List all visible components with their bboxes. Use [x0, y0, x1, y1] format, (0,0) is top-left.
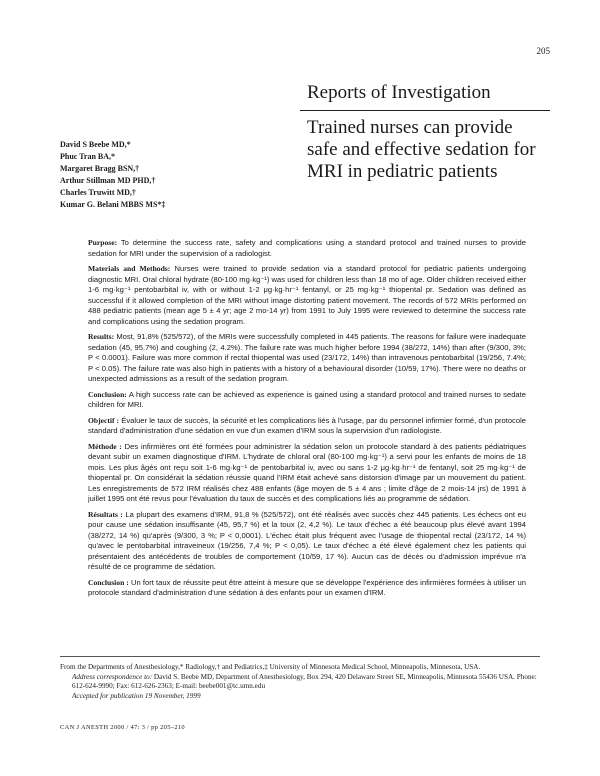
correspondence-note — [60, 673, 540, 692]
page-number: 205 — [536, 46, 550, 56]
purpose-label: Purpose: — [88, 238, 118, 247]
article-title: Trained nurses can provide safe and effective sedation for MRI in pediatric patients — [307, 117, 536, 182]
methode-text: Des infirmières ont été formées pour administrer la sédation selon un protocole standard à des patients pédiatriques devant subir un examen diagnostique d'IRM. L'hydrate de chloral oral (80-100 mg·kg⁻¹) a servi pour les enfants de moins de 18 mois. Les plus âgés ont reçu soit 1-6 mg·kg⁻¹ de pentobarbital iv, avec ou sans 1-2 μg·kg·hr⁻¹ de fentanyl, soit 25 mg·kg⁻¹ de thiopental pr. On considérait la sédation réussie quand l'IRM était achevé sans distorsion d'image par un mouvement du patient. Les enregistrements de 572 IRM réalisés chez 488 enfants (âge moyen de 5 ± 4 ans ; limite d'âge de 2 mois-14 jrs) de 1991 à juillet 1995 ont été revus pour l'évaluation du taux de succès et des complications liés au programme de sédation. — [88, 441, 527, 503]
author: Arthur Stillman MD PHD,† — [60, 176, 156, 185]
section-rule — [300, 110, 550, 111]
correspondence-label: Address correspondence to: — [72, 672, 153, 681]
conclusion-fr-text: Un fort taux de réussite peut être atteint à mesure que se développe l'expérience des infirmières formées à utiliser un protocole standard d'administration d'une sédation à des enfants pour un examen d'IRM. — [88, 577, 526, 597]
abstract-purpose — [88, 238, 526, 259]
conclusion-text: A high success rate can be achieved as experience is gained using a standard protocol and trained nurses to sedate children for MRI. — [88, 389, 526, 409]
section-heading: Reports of Investigation — [307, 82, 491, 103]
methods-text: Nurses were trained to provide sedation via a standard protocol for pediatric patients undergoing diagnostic MRI. Oral chloral hydrate (80-100 mg·kg⁻¹) was used for children less than 18 mo of age. Older children received either 1-6 mg·kg⁻¹ pentobarbital iv, with or without 1-2 μg·kg·hr⁻¹ fentanyl, or 25 mg·kg⁻¹ thiopental pr. Sedation was defined as successful if it allowed completion of the MRI without image distorting patient movement. The records of 572 MRIs performed on 488 pediatric patients (mean age 5 ± 4 yr; age 2 mo-14 yr) from 1991 to July 1995 were reviewed to determine the success rate and complications using the sedation program. — [88, 264, 526, 326]
author-list — [60, 139, 260, 211]
journal-citation: CAN J ANESTH 2000 / 47: 3 / pp 205–210 — [60, 724, 185, 731]
resume-resultats — [88, 510, 526, 573]
resume-methode — [88, 442, 526, 505]
abstract-conclusion — [88, 390, 526, 411]
resultats-text: La plupart des examens d'IRM, 91,8 % (525/572), ont été réalisés avec succès chez 445 patients. Les échecs ont eu pour cause une sédation insuffisante (45, 95,7 %) et la toux (2, 4,2 %). Le taux d'échec a été beaucoup plus élevé avant 1994 (38/272, 14 %) qu'après (9/300, 3 %; P < 0,0001). L'échec était plus fréquent avec l'usage de thiopental rectal (23/172, 14 %) qu'avec le pentobarbital intraveineux (19/256, 7,4 %; P < 0,05). Le taux d'échec a été élevé également chez les patients qui présentaient des antécédents de troubles de comportement (10/59, 17 %). Aucun cas de décès ou d'admission imprévue n'a résulté de ce programme de sédation. — [88, 509, 526, 571]
results-label: Results: — [88, 332, 115, 341]
accepted-note: Accepted for publication 19 November, 1999 — [72, 692, 201, 701]
methode-label: Méthode : — [88, 441, 122, 451]
objectif-label: Objectif : — [88, 415, 120, 425]
correspondence-text: David S. Beebe MD, Department of Anesthesiology, Box 294, 420 Delaware Street SE, Minneapolis, Minnesota 55436 USA. Phone: 612-624-9990; Fax: 612-626-2363; E-mail: beebe001@tc.umn.edu — [72, 672, 537, 691]
author: David S Beebe MD,* — [60, 140, 131, 149]
resume-objectif — [88, 416, 526, 437]
conclusion-fr-label: Conclusion : — [88, 577, 129, 587]
resume-conclusion — [88, 578, 526, 599]
results-text: Most, 91.8% (525/572), of the MRIs were successfully completed in 445 patients. The reasons for failure were inadequate sedation (45, 95.7%) and coughing (2, 4.2%). The failure rate was much higher before 1994 (38/272, 14%) than after (9/300, 3%; P < 0.0001). Failure was more common if rectal thiopental was used (23/172, 14%) than intravenous pentobarbital (19/256, 7.4%; P < 0.05). The failure rate was also high in patients with a history of a behavioural disorder (10/59, 17%). There were no deaths or unexpected admissions as a result of the sedation program. — [88, 332, 526, 383]
affiliation-note: From the Departments of Anesthesiology,* Radiology,† and Pediatrics,‡ University of Minnesota Medical School, Minneapolis, Minnesota, USA. — [60, 663, 481, 671]
footnotes — [60, 663, 540, 702]
author: Charles Truwitt MD,† — [60, 188, 136, 197]
resultats-label: Résultats : — [88, 509, 123, 519]
abstract — [88, 238, 526, 604]
author: Kumar G. Belani MBBS MS*‡ — [60, 200, 166, 209]
methods-label: Materials and Methods: — [88, 264, 171, 273]
author: Phuc Tran BA,* — [60, 152, 116, 161]
objectif-text: Évaluer le taux de succès, la sécurité et les complications liés à l'usage, par du personnel infirmier formé, d'un protocole standard d'administration d'une sédation en vue d'un examen d'IRM sous la supervision d'un radiologiste. — [88, 415, 526, 435]
footnote-divider — [60, 656, 540, 657]
author: Margaret Bragg BSN,† — [60, 164, 140, 173]
purpose-text: To determine the success rate, safety and complications using a standard protocol and trained nurses to provide sedation for MRI under the supervision of a radiologist. — [88, 238, 526, 258]
abstract-results — [88, 332, 526, 385]
abstract-methods — [88, 264, 526, 327]
conclusion-label: Conclusion: — [88, 389, 127, 399]
